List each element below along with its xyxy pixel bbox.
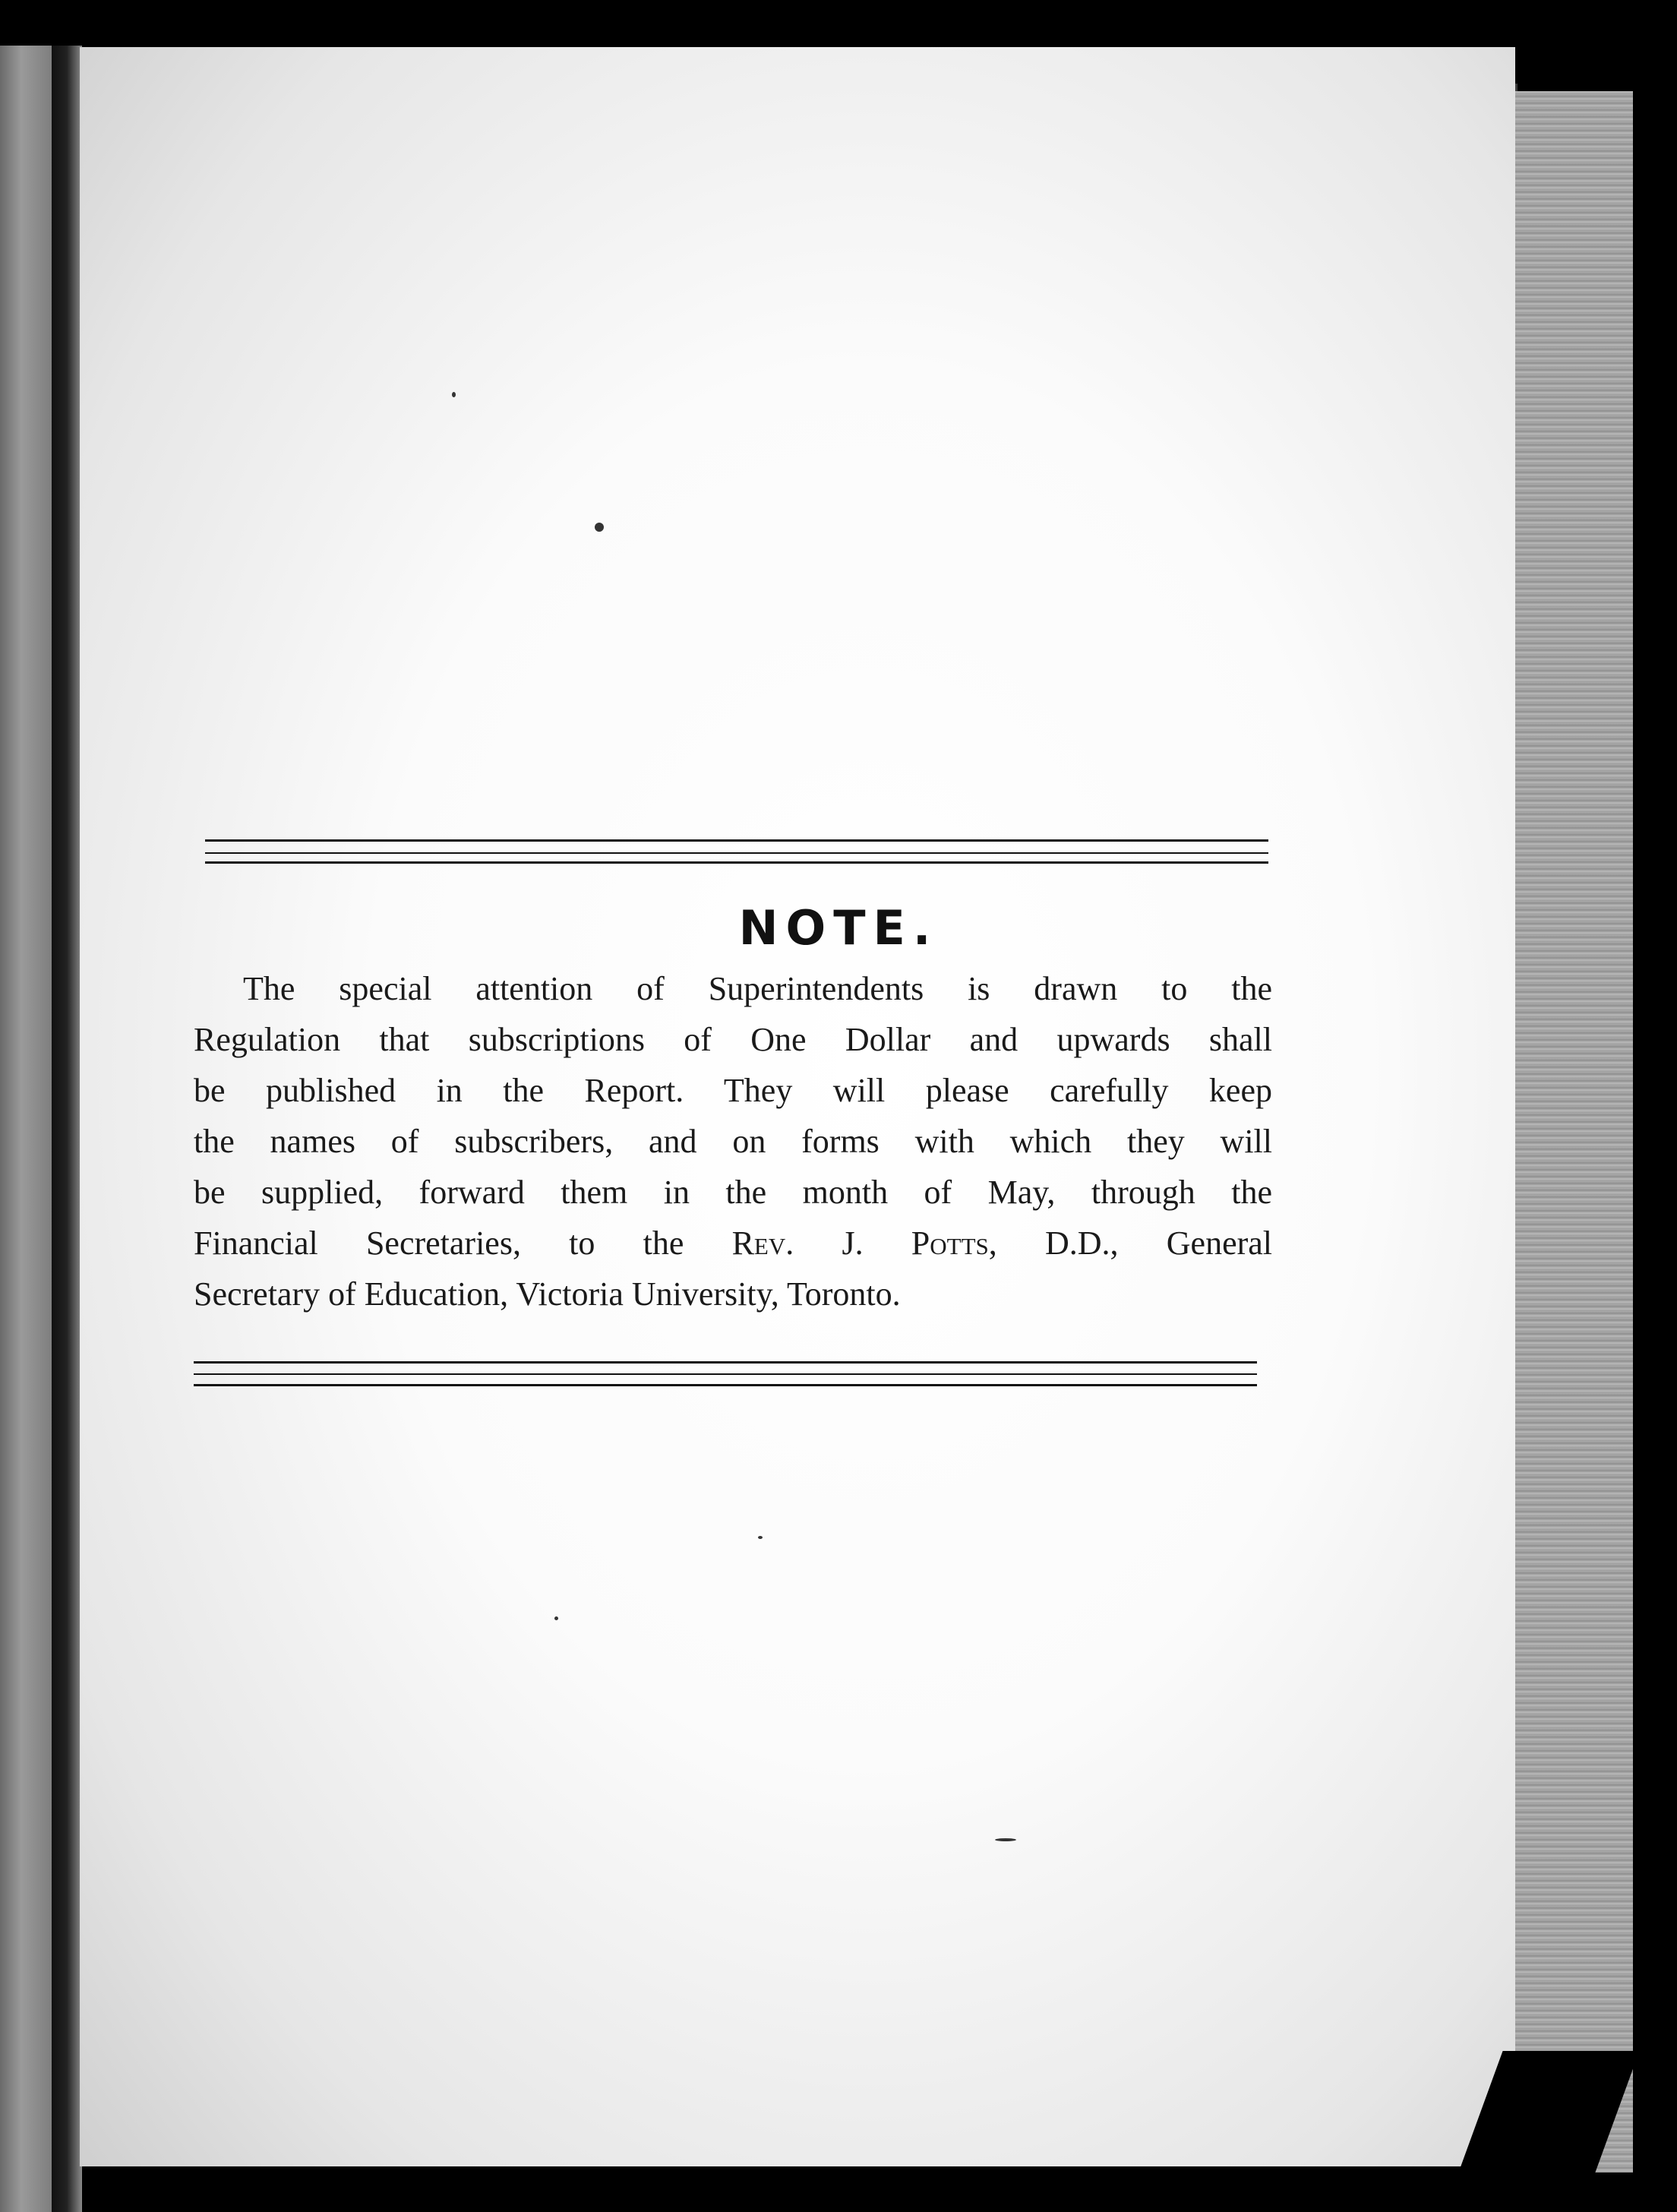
note-line-6-tail: , D.D., General (988, 1224, 1272, 1262)
scan-speck (595, 523, 604, 532)
scan-speck (554, 1616, 558, 1620)
binding-shadow (52, 46, 82, 2212)
top-rule-3 (205, 861, 1268, 864)
scan-speck (758, 1536, 763, 1539)
page-stack-edge (1515, 91, 1637, 2172)
rev-abbrev: Rev (731, 1224, 786, 1262)
note-line-7: Secretary of Education, Victoria University, Toronto. (194, 1275, 901, 1313)
potts-name: Potts (911, 1224, 989, 1262)
note-line-6 (194, 1218, 1272, 1269)
top-rule-2 (205, 852, 1268, 854)
note-line-6-lead: Financial Secretaries, to the (194, 1224, 684, 1262)
bottom-rule-2 (194, 1373, 1257, 1375)
scan-background-right (1633, 0, 1677, 2212)
note-paragraph (194, 963, 1272, 1319)
note-line-1: The special attention of Superintendents is drawn to the (243, 970, 1272, 1007)
scan-speck (995, 1838, 1016, 1841)
bottom-rule-1 (194, 1361, 1257, 1364)
note-line-3: be published in the Report. They will please carefully keep (194, 1072, 1272, 1109)
top-rule-1 (205, 839, 1268, 842)
note-heading: NOTE. (738, 900, 939, 956)
bottom-rule-3 (194, 1384, 1257, 1386)
previous-page-edge (0, 46, 53, 2212)
scan-speck (452, 392, 456, 397)
note-line-5: be supplied, forward them in the month of May, through the (194, 1174, 1272, 1211)
initial-j: . J. (785, 1224, 911, 1262)
note-line-4: the names of subscribers, and on forms with which they will (194, 1123, 1272, 1160)
note-line-2: Regulation that subscriptions of One Dollar and upwards shall (194, 1021, 1272, 1058)
